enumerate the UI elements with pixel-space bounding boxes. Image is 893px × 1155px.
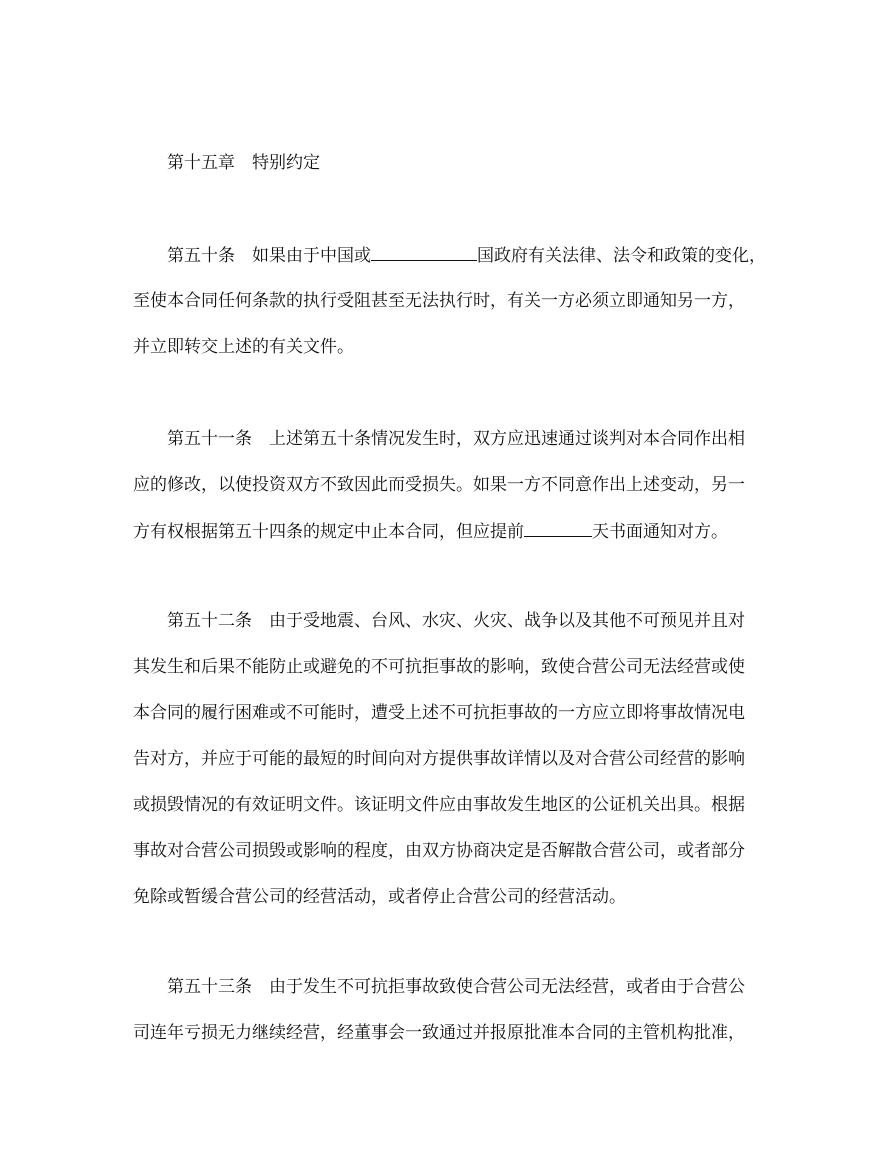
article-52-line-1: 第五十二条 由于受地震、台风、水灾、火灾、战争以及其他不可预见并且对 — [167, 611, 745, 631]
article-51-text-b: 天书面通知对方。 — [592, 522, 728, 542]
article-52-line-2: 其发生和后果不能防止或避免的不可抗拒事故的影响，致使合营公司无法经营或使 — [133, 657, 745, 677]
article-52-line-3: 本合同的履行困难或不可能时，遭受上述不可抗拒事故的一方应立即将事故情况电 — [133, 703, 745, 723]
days-blank — [524, 520, 592, 537]
article-50-line-1 — [167, 244, 766, 267]
article-50-line-2: 至使本合同任何条款的执行受阻甚至无法执行时，有关一方必须立即通知另一方， — [133, 291, 745, 311]
article-50-text-b: 国政府有关法律、法令和政策的变化， — [477, 246, 766, 266]
article-52-line-4: 告对方，并应于可能的最短的时间向对方提供事故详情以及对合营公司经营的影响 — [133, 749, 745, 769]
article-51-line-2: 应的修改，以使投资双方不致因此而受损失。如果一方不同意作出上述变动，另一 — [133, 475, 745, 495]
article-52-line-7: 免除或暂缓合营公司的经营活动，或者停止合营公司的经营活动。 — [133, 887, 626, 907]
country-blank — [371, 244, 477, 261]
article-51-line-3 — [133, 520, 728, 543]
article-51-text-a: 方有权根据第五十四条的规定中止本合同，但应提前 — [133, 522, 524, 542]
article-53-line-1: 第五十三条 由于发生不可抗拒事故致使合营公司无法经营，或者由于合营公 — [167, 977, 745, 997]
article-50-line-3: 并立即转交上述的有关文件。 — [133, 337, 354, 357]
article-50-text-a: 第五十条 如果由于中国或 — [167, 246, 371, 266]
article-51-line-1: 第五十一条 上述第五十条情况发生时，双方应迅速通过谈判对本合同作出相 — [167, 429, 745, 449]
article-53-line-2: 司连年亏损无力继续经营，经董事会一致通过并报原批准本合同的主管机构批准， — [133, 1023, 745, 1043]
article-52-line-6: 事故对合营公司损毁或影响的程度，由双方协商决定是否解散合营公司，或者部分 — [133, 841, 745, 861]
article-52-line-5: 或损毁情况的有效证明文件。该证明文件应由事故发生地区的公证机关出具。根据 — [133, 795, 745, 815]
chapter-title: 第十五章 特别约定 — [167, 153, 320, 173]
